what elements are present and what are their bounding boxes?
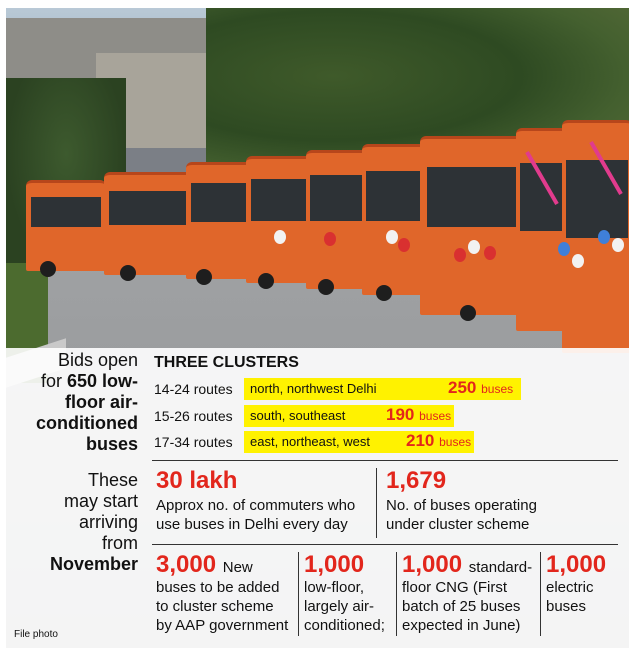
commuters-desc: Approx no. of commuters who use buses in Delhi every day — [156, 497, 356, 533]
cng-value: 1,000 standard- — [402, 551, 533, 578]
arrival-line: November — [49, 554, 138, 574]
balloon — [386, 230, 398, 244]
commuters-value: 30 lakh — [156, 467, 238, 494]
lowfloor-value: 1,000 — [304, 551, 365, 578]
highlight-bar — [244, 405, 454, 427]
arrival-line: arriving — [78, 512, 138, 532]
divider — [152, 460, 618, 461]
balloon — [274, 230, 286, 244]
cluster-row — [154, 431, 474, 453]
cluster-routes: 17-34 routes — [154, 434, 233, 450]
infographic-panel — [6, 348, 629, 648]
cluster-row — [154, 405, 454, 427]
headline-line: Bids open — [57, 350, 138, 370]
arrival-line: may start — [63, 491, 138, 511]
bus — [26, 180, 106, 271]
cluster-routes: 15-26 routes — [154, 408, 233, 424]
bus — [420, 136, 530, 315]
headline-line: buses — [85, 434, 138, 454]
divider — [298, 552, 299, 636]
balloon — [558, 242, 570, 256]
balloon — [454, 248, 466, 262]
arrival-line: These — [87, 470, 138, 490]
cluster-count: 210 buses — [406, 431, 472, 450]
headline-line: conditioned — [36, 413, 138, 433]
cluster-routes: 14-24 routes — [154, 381, 233, 397]
divider — [152, 544, 618, 545]
balloon — [324, 232, 336, 246]
balloon — [468, 240, 480, 254]
divider — [540, 552, 541, 636]
highlight-bar — [244, 431, 474, 453]
clusters-title: THREE CLUSTERS — [154, 354, 299, 371]
new-buses-desc: buses to be added to cluster scheme by AAP government — [156, 579, 289, 634]
buses-operating-desc: No. of buses operating under cluster scheme — [386, 497, 537, 533]
cng-desc: floor CNG (First batch of 25 buses expected in June) — [402, 579, 521, 634]
buses-operating-value: 1,679 — [386, 467, 447, 494]
cluster-area: north, northwest Delhi — [250, 381, 377, 396]
balloon — [484, 246, 496, 260]
bus — [104, 172, 194, 275]
highlight-bar — [244, 378, 521, 400]
cluster-count: 250 buses — [448, 378, 514, 397]
headline-line: for 650 low- — [40, 371, 138, 391]
lowfloor-desc: low-floor, largely air- conditioned; — [304, 579, 385, 634]
balloon — [598, 230, 610, 244]
balloon — [398, 238, 410, 252]
balloon — [612, 238, 624, 252]
arrival-line: from — [102, 533, 138, 553]
headline-line: floor air- — [64, 392, 138, 412]
cluster-row — [154, 378, 524, 400]
new-buses-value: 3,000 New — [156, 551, 253, 578]
electric-desc: electric buses — [546, 579, 594, 615]
cluster-area: south, southeast — [250, 408, 346, 423]
divider — [396, 552, 397, 636]
arrival-note — [6, 470, 138, 575]
photo-credit: File photo — [14, 629, 58, 640]
cluster-area: east, northeast, west — [250, 434, 370, 449]
electric-value: 1,000 — [546, 551, 607, 578]
divider — [376, 468, 377, 538]
cluster-count: 190 buses — [386, 405, 452, 424]
balloon — [572, 254, 584, 268]
headline — [6, 350, 138, 455]
